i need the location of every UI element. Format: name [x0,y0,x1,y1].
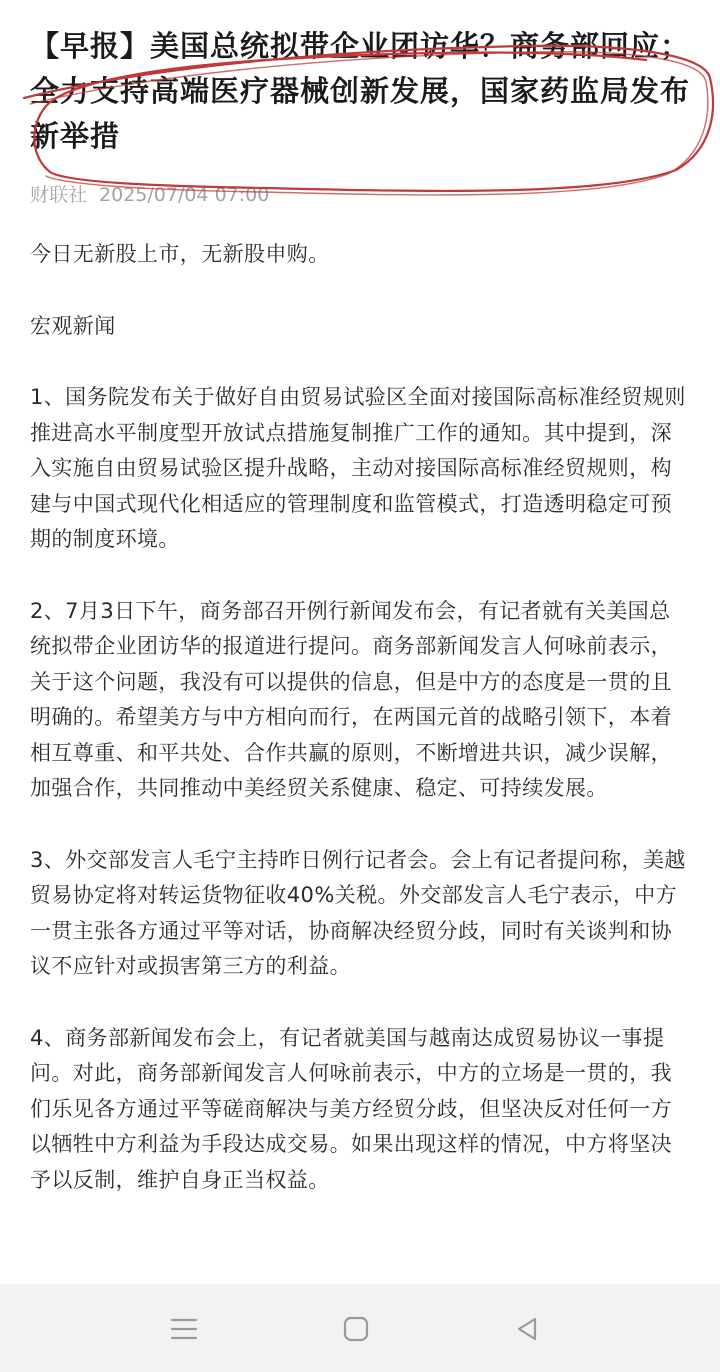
article-meta [30,183,690,207]
recent-apps-button[interactable] [167,1312,201,1346]
paragraph: 1、国务院发布关于做好自由贸易试验区全面对接国际高标准经贸规则推进高水平制度型开放试点措施复制推广工作的通知。其中提到，深入实施自由贸易试验区提升战略，主动对接国际高标准经贸规则，构建与中国式现代化相适应的管理制度和监管模式，打造透明稳定可预期的制度环境。 [30,385,686,551]
title-area [30,24,690,159]
article-title: 【早报】美国总统拟带企业团访华？商务部回应；全力支持高端医疗器械创新发展，国家药监局发布新举措 [30,29,691,153]
publish-time: 2025/07/04 07:00 [99,184,270,206]
home-button[interactable] [339,1312,373,1346]
paragraph: 4、商务部新闻发布会上，有记者就美国与越南达成贸易协议一事提问。对此，商务部新闻发言人何咏前表示，中方的立场是一贯的，我们乐见各方通过平等磋商解决与美方经贸分歧，但坚决反对任何一方以牺牲中方利益为手段达成交易。如果出现这样的情况，中方将坚决予以反制，维护自身正当权益。 [30,1025,672,1192]
home-icon [342,1315,370,1343]
section-heading: 宏观新闻 [30,313,116,338]
source-label: 财联社 [30,184,88,206]
article-body [30,237,690,1198]
back-button[interactable] [510,1312,544,1346]
back-icon [513,1315,541,1343]
paragraph: 3、外交部发言人毛宁主持昨日例行记者会。会上有记者提问称，美越贸易协定将对转运货物征收40%关税。外交部发言人毛宁表示，中方一贯主张各方通过平等对话，协商解决经贸分歧，同时有关谈判和协议不应针对或损害第三方的利益。 [30,847,686,978]
system-navigation-bar [0,1284,720,1372]
paragraph: 今日无新股上市，无新股申购。 [30,242,330,266]
paragraph: 2、7月3日下午，商务部召开例行新闻发布会，有记者就有关美国总统拟带企业团访华的报道进行提问。商务部新闻发言人何咏前表示，关于这个问题，我没有可以提供的信息，但是中方的态度是一贯的且明确的。希望美方与中方相向而行，在两国元首的战略引领下，本着相互尊重、和平共处、合作共赢的原则，不断增进共识，减少误解，加强合作，共同推动中美经贸关系健康、稳定、可持续发展。 [30,598,672,800]
menu-icon [169,1316,199,1342]
